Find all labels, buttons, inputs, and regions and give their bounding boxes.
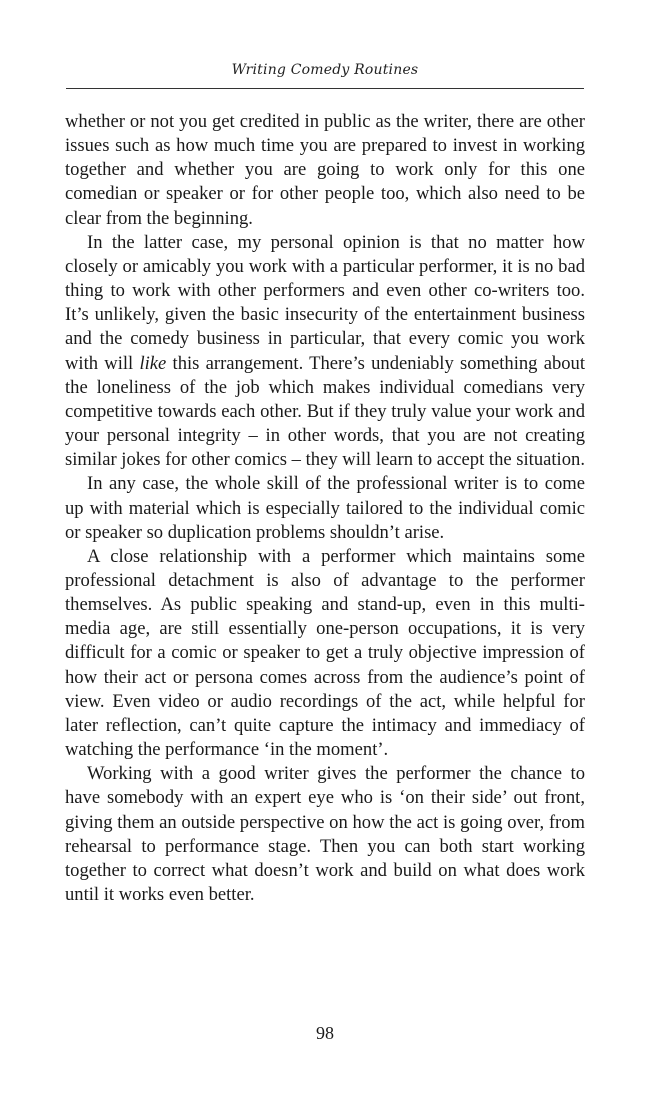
paragraph: In any case, the whole skill of the professional writer is to come up with material which is especially tailored to the individual comic or speaker so duplication problems shouldn’t arise. bbox=[65, 473, 585, 543]
paragraph-text: In the latter case, my personal opinion is that no matter how closely or amicably you work with a particular performer, it is no bad thing to work with other performers and even other co-writers too. It’s unlikely, given the basic insecurity of the entertainment business and the comedy business in particular, that every comic you work with will bbox=[65, 231, 585, 374]
paragraph: whether or not you get credited in public as the writer, there are other issues such as how much time you are prepared to invest in working together and whether you are going to work only for this one comedian or speaker or for other people too, which also need to be clear from the beginning. bbox=[65, 111, 585, 229]
paragraph: Working with a good writer gives the performer the chance to have somebody with an expert eye who is ‘on their side’ out front, giving them an outside perspective on how the act is going over, from rehearsal to performance stage. Then you can both start working together to correct what doesn’t work and build on what does work until it works even better. bbox=[65, 763, 585, 905]
paragraph-text: this arrangement. There’s undeniably something about the loneliness of the job which makes individual comedians very competitive towards each other. But if they truly value your work and your personal integrity – in other words, that you are not creating similar jokes for other comics – they will learn to accept the situation. bbox=[65, 352, 585, 471]
page-number: 98 bbox=[316, 1023, 334, 1043]
body-text bbox=[65, 110, 585, 907]
paragraph bbox=[65, 231, 585, 473]
header-rule bbox=[66, 88, 584, 89]
paragraph: A close relationship with a performer which maintains some professional detachment is also of advantage to the performer themselves. As public speaking and stand-up, even in this multi-media age, are still essentially one-person occupations, it is very difficult for a comic or speaker to get a truly objective impression of how their act or persona comes across from the audience’s point of view. Even video or audio recordings of the act, while helpful for later reflection, can’t quite capture the intimacy and immediacy of watching the performance ‘in the moment’. bbox=[65, 545, 585, 761]
emphasized-word: like bbox=[139, 352, 167, 374]
running-head: Writing Comedy Routines bbox=[231, 62, 419, 78]
